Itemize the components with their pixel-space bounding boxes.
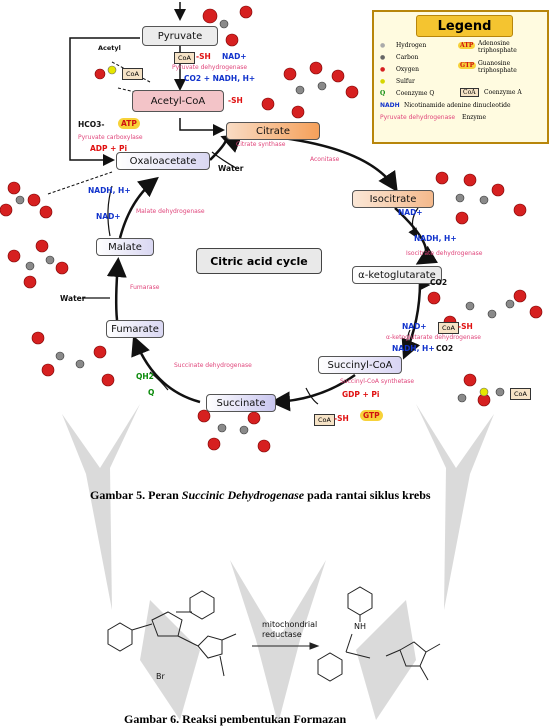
legend-sulfur: Sulfur [396,78,415,85]
legend-hydrogen-dot: ● [380,42,386,49]
isocitrate-node: Isocitrate [352,190,434,208]
qh2-label: QH2 [136,372,154,381]
reaction-enzyme-line1: mitochondrial [262,620,318,629]
enzyme-succinyl-coa-synthetase: Succinyl-CoA synthetase [340,378,415,385]
enzyme-malate-dehydrogenase: Malate dehydrogenase [136,208,205,215]
legend-sulfur-dot: ● [380,78,386,85]
enzyme-pyruvate-carboxylase: Pyruvate carboxylase [78,134,143,141]
co2-nadh-pyruvate: CO2 + NADH, H+ [184,74,256,83]
legend-hydrogen: Hydrogen [396,42,427,49]
bromide-counterion: Br [156,672,165,681]
figure-5-prefix: Gambar 5. Peran [90,488,182,502]
sh-pyruvate: -SH [196,52,211,61]
co2-succinyl: CO2 [436,344,454,353]
legend-enzyme: Enzyme [462,114,487,121]
legend-coa-desc: Coenzyme A [484,89,522,96]
acetyl-label: Acetyl [98,44,121,52]
malate-node: Malate [96,238,154,256]
nadh-akg: NADH, H+ [392,344,435,353]
sh-akg: -SH [458,322,473,331]
legend-coa-box: CoA [460,88,479,97]
enzyme-aconitase: Aconitase [310,156,340,163]
cycle-title: Citric acid cycle [196,248,322,274]
atp-badge: ATP [118,118,140,129]
coa-tag-succinyl: CoA [510,388,531,400]
sh-acetyl: -SH [228,96,243,105]
legend-gtp-badge: GTP [460,62,475,69]
legend-atp-desc: Adenosine triphosphate [478,40,517,54]
reaction-enzyme-line2: reductase [262,630,302,639]
sh-succinate: -SH [334,414,349,423]
legend-carbon: Carbon [396,54,419,61]
enzyme-citrate-synthase: Citrate synthase [236,141,286,148]
nad-malate: NAD+ [96,212,121,221]
legend-title: Legend [416,15,513,37]
fumarate-node: Fumarate [106,320,164,338]
nad-pyruvate: NAD+ [222,52,247,61]
figure-5-italic: Succinic Dehydrogenase [181,488,305,502]
legend-nadh-glyph: NADH [380,102,400,109]
adp-label: ADP + Pi [90,144,128,153]
legend-q-glyph: Q [380,90,386,97]
succinyl-coa-node: Succinyl-CoA [318,356,402,374]
legend-nadh-desc: Nicotinamide adenine dinucleotide [404,102,511,109]
nh-group: NH [354,622,366,631]
coa-tag-acetyl: CoA [122,68,143,80]
enzyme-pyruvate-dehydrogenase: Pyruvate dehydrogenase [172,64,248,71]
oxaloacetate-node: Oxaloacetate [116,152,210,170]
figure-5-caption [90,488,431,503]
legend-oxygen: Oxygen [396,66,419,73]
acetyl-coa-node: Acetyl-CoA [132,90,224,112]
legend-enzyme-example: Pyruvate dehydrogenase [380,114,456,121]
nad-akg: NAD+ [402,322,427,331]
gtp-badge: GTP [360,410,383,421]
legend-carbon-dot: ● [380,54,386,61]
hco3-label: HCO3- [78,120,105,129]
legend-atp-badge: ATP [460,42,474,49]
water-fumarate: Water [60,294,86,303]
pyruvate-node: Pyruvate [142,26,218,46]
legend-oxygen-dot: ● [380,66,386,73]
water-citrate: Water [218,164,244,173]
citrate-node: Citrate [226,122,320,140]
alpha-ketoglutarate-node: α-ketoglutarate [352,266,442,284]
nadh-isocitrate: NADH, H+ [414,234,457,243]
legend-gtp-desc: Guanosine triphosphate [478,60,517,74]
coa-tag-akg: CoA [438,322,459,334]
figure-5-suffix: pada rantai siklus krebs [304,488,431,502]
enzyme-succinate-dehydrogenase: Succinate dehydrogenase [174,362,252,369]
enzyme-isocitrate-dehydrogenase: Isocitrate dehydrogenase [406,250,483,257]
coa-tag-succinate: CoA [314,414,335,426]
enzyme-fumarase: Fumarase [130,284,160,291]
gdp-label: GDP + Pi [342,390,380,399]
nadh-malate: NADH, H+ [88,186,131,195]
co2-akg: CO2 [430,278,448,287]
succinate-node: Succinate [206,394,276,412]
q-label: Q [148,388,155,397]
legend-coenzyme-q: Coenzyme Q [396,90,435,97]
coa-tag-pyruvate: CoA [174,52,195,64]
figure-6-caption: Gambar 6. Reaksi pembentukan Formazan [124,712,347,726]
nad-isocitrate: NAD+ [398,208,423,217]
legend-panel [372,10,549,144]
enzyme-akg-dehydrogenase: α-ketoglutarate dehydrogenase [386,334,481,341]
